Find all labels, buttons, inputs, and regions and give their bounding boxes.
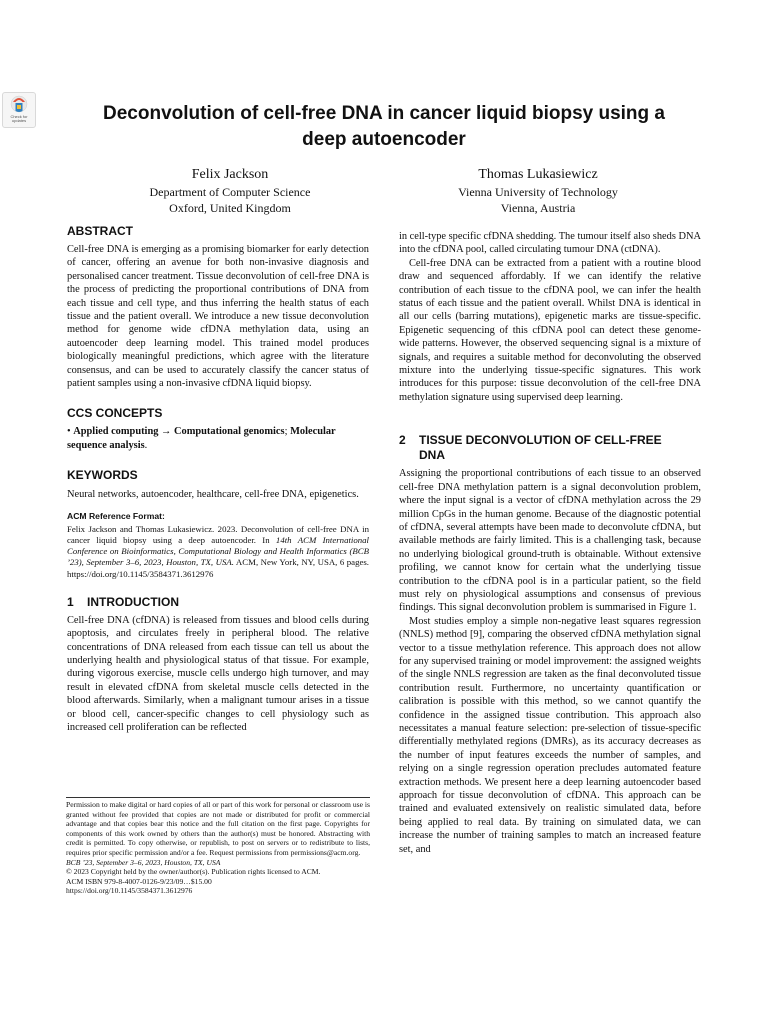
badge-line-1: Check for [10,114,28,119]
isbn-line: ACM ISBN 979-8-4007-0126-9/23/09…$15.00 [66,876,212,886]
ccs-arrow: → [158,426,175,438]
reference-format-text [67,524,369,580]
abstract-text: Cell-free DNA is emerging as a promising biomarker for early detection of cancer, offering an avenue for both non-invasive diagnosis and personalised cancer treatment. Tissue deconvolution of cell-free DNA is the process of predicting the proportional contributions of DNA from each tissue and cell type, and thus inferring the health status of each tissue and the patient overall. We introduce a new tissue deconvolution method for genome wide cfDNA methylation data, using an autoencoder deep learning model. This trained model produces biologically meaningful predictions, which agree with the literature consensus, and can be used to accurately classify the cancer status of patient samples using a non-invasive cfDNA liquid biopsy. [67,244,369,390]
keywords-heading: KEYWORDS [67,468,138,483]
section-title: INTRODUCTION [87,594,179,609]
intro-text: Cell-free DNA (cfDNA) is released from tissues and blood cells during apoptosis, and circulates freely in peripheral blood. The relative concentrations of DNA released from each tissue can tell us about the underlying health and physiological status of that tissue. For example, during vigorous exercise, muscle cells undergo high turnover, and may result in elevated cfDNA from skeletal muscle cells detected in the blood afterwards. Similarly, when a malignant tumour arises in a tissue or blood cell, cancer-specific changes to cell physiology such as increased cell proliferation can be reflected [67,614,369,733]
author-affiliation: Department of Computer Science [149,185,311,199]
author-block-2 [388,166,688,216]
footnote [66,800,370,896]
author-location: Oxford, United Kingdom [169,201,291,215]
abstract-heading: ABSTRACT [67,224,133,238]
copyright-line: © 2023 Copyright held by the owner/author(s). Publication rights licensed to ACM. [66,867,321,877]
intro-heading [67,595,369,610]
section-title-line-1: TISSUE DECONVOLUTION OF CELL-FREE [419,433,662,448]
left-column [67,224,369,734]
right-column [399,230,701,856]
permission-notice: Permission to make digital or hard copies of all or part of this work for personal or classroom use is granted without fee provided that copies are not made or distributed for profit or commercial advantage and that copies bear this notice and the full citation on the first page. Copyrights for components of this work owned by others than the author(s) must be honored. Abstracting with credit is permitted. To copy otherwise, or republish, to post on servers or to redistribute to lists, requires prior specific permission and/or a fee. Request permissions from permissions@acm.org. [66,800,370,857]
ccs-concepts [67,425,369,452]
crossmark-icon [8,95,30,115]
author-block-1 [80,166,380,216]
reference-venue: 14th ACM International Conference on Bioinformatics, Computational Biology and Health Informatics (BCB ’23), September 3–6, 2023, Houston, TX, USA. [67,534,369,568]
ccs-item-1: Applied computing [73,426,159,438]
intro-paragraph-2: Cell-free DNA can be extracted from a patient with a routine blood draw and sequenced affordably. If we can identify the relative contribution of each tissue to the cfDNA pool, we can infer the health status of each tissue and the patient overall. Whilst DNA is identical in all our cells (barring mutations), epigenetic marks are tissue-specific. Epigenetic sequencing of this cfDNA pool can detect these genome-wide patterns. However, the observed sequencing signal is a mixture of signals, and requires a suitable method for deconvoluting the observed mixture into the underlying tissue-specific signatures. This work introduces for this purpose: tissue deconvolution of the cell-free DNA methylation signature using supervised deep learning. [399,257,701,403]
section-title-line-2: DNA [419,448,445,463]
ccs-item-2: Computational genomics [174,426,285,438]
title-line-1: Deconvolution of cell-free DNA in cancer liquid biopsy using a [103,103,665,124]
author-affiliation: Vienna University of Technology [458,185,618,199]
author-location: Vienna, Austria [500,201,576,215]
author-name: Felix Jackson [191,167,269,182]
check-for-updates-badge[interactable] [2,92,36,128]
conference-line: BCB ’23, September 3–6, 2023, Houston, TX, USA [66,857,221,867]
section-2-paragraph-1: Assigning the proportional contributions of each tissue to an observed cell-free DNA methylation pattern is a signal deconvolution problem, where the input signal is a vector of cfDNA methylation across the 29 million CpGs in the human genome. Because of the diagnostic potential of cfDNA, several attempts have been made to deconvolute cfDNA, but available methods are fairly limited. This is a challenging task, because no underlying biological ground-truth is obtainable. Without extensive profiling, we cannot know for certain what the underlying tissue contribution to the cfDNA pool is in a particular patient, so the field must rely on physiological assumptions and consensus of previous findings. This signal deconvolution problem is summarised in Figure 1. [399,468,701,614]
ccs-end: . [144,439,148,451]
reference-format-heading: ACM Reference Format: [67,510,165,521]
ccs-bullet: • [67,426,71,438]
footnote-rule [66,797,370,798]
intro-continued-text: in cell-type specific cfDNA shedding. The tumour itself also sheds DNA into the cfDNA pool, called circulating tumour DNA (ctDNA). [399,231,701,256]
section-2-paragraph-2: Most studies employ a simple non-negative least squares regression (NNLS) method [9], comparing the observed cfDNA methylation signal vector to a tissue methylation reference. This approach does not allow for any supervised training or model improvement: the assigned weights of the single NNLS regression are taken as the final deconvoluted tissue contribution result. Furthermore, no uncertainty quantification or calibration is possible with this method, so we cannot quantify the confidence in the assigned tissue contribution. This approach also necessitates a manual feature selection: pre-selection of tissue-specific differentially methylated regions (DMRs), as its accuracy decreases as the number of input features exceeds the number of samples, and relying on a single regression operation precludes automated feature extraction methods. We present here a deep learning autoencoder based approach for tissue deconvolution of cfDNA. This approach can be trained and evaluated extensively on realistic simulated data, before being applied to real data. By training on simulated data, we can increase the number of training samples to match an increased feature set, and [399,615,701,855]
reference-part-1: Felix Jackson and Thomas Lukasiewicz. 2023. Deconvolution of cell-free DNA in cancer liquid biopsy using a deep autoencoder. In [67,523,369,545]
title-line-2: deep autoencoder [302,129,466,150]
keywords-text: Neural networks, autoencoder, healthcare, cell-free DNA, epigenetics. [67,489,359,501]
section-2-heading [399,433,701,463]
section-number: 1 [67,594,74,609]
ccs-heading: CCS CONCEPTS [67,406,163,421]
ccs-item-3: Molecular sequence analysis [67,426,336,451]
doi-link[interactable]: https://doi.org/10.1145/3584371.3612976 [66,886,193,896]
section-title [419,433,662,463]
paper-title [40,101,728,153]
author-name: Thomas Lukasiewicz [478,167,598,182]
reference-part-2: ACM, New York, NY, USA, 6 pages. https://doi.org/10.1145/3584371.3612976 [67,557,369,579]
ccs-separator: ; [284,426,291,438]
badge-line-2: updates [11,118,27,124]
section-number: 2 [399,433,406,448]
